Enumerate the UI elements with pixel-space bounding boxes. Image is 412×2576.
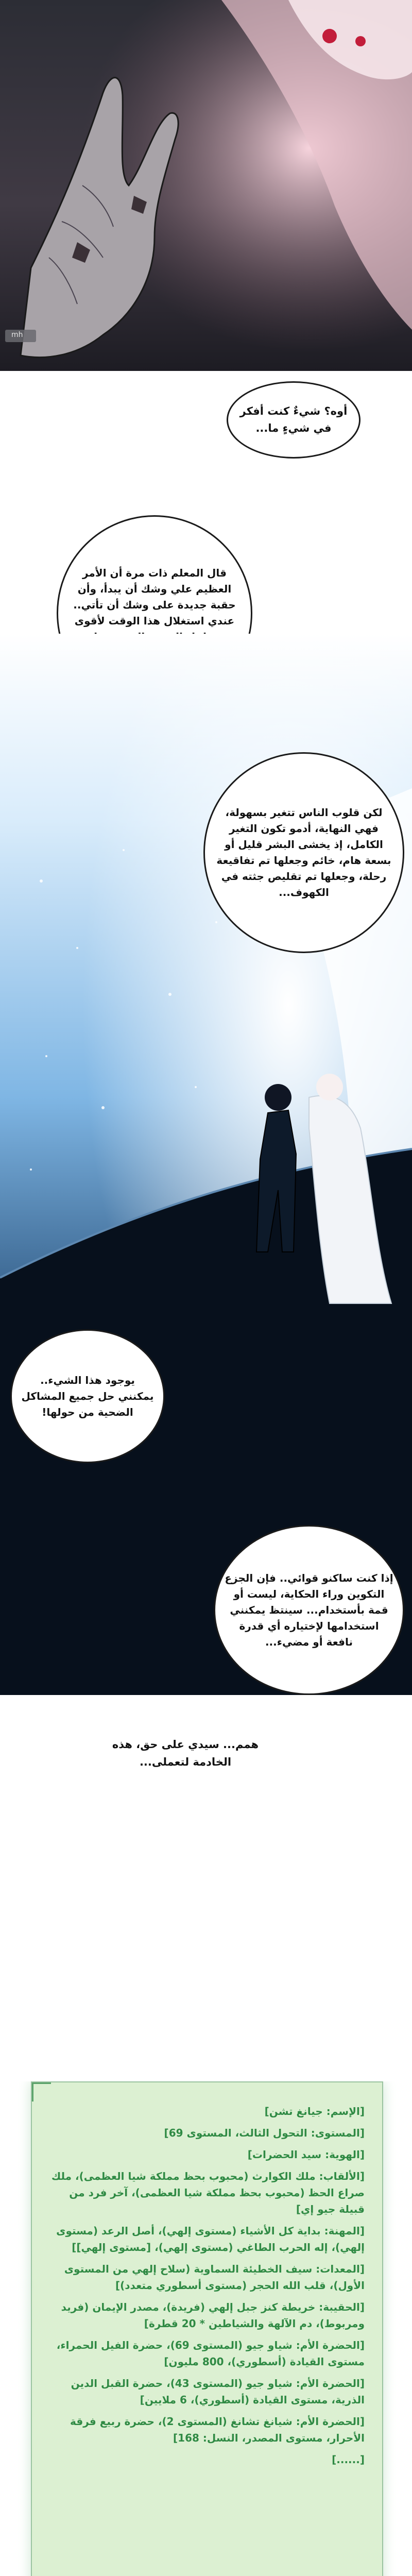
thought-text <box>98 1736 273 1771</box>
speech-bubble <box>203 752 404 953</box>
status-line: [الحضرة الأم: شياو جيو (المستوى 43)، حضرة القبل الدين الذرية، مستوى القيادة (أسطوري)، 6 ملايين] <box>71 2377 365 2406</box>
dialogue-text: يوجود هذا الشيء.. يمكنني حل جميع المشاكل الضحية من حولها! <box>21 1374 154 1418</box>
status-line: [الحضرة الأم: شياو جيو (المستوى 69)، حضرة الفيل الحمراء، مستوى القيادة (أسطوري)، 800 مليون] <box>56 2339 365 2368</box>
panel-status <box>0 2081 412 2576</box>
status-line: [......] <box>332 2453 365 2466</box>
status-line: [المستوى: التحول الثالث، المستوى 69] <box>164 2127 365 2139</box>
dialogue-text: قال المعلم ذات مرة أن الأمر العظيم علي وشك أن يبدأ، وأن حقبة جديدة على وشك أن تأتي.. عندي استغلال هذا الوقت لأقوى <box>73 567 236 627</box>
dialogue-text: أوه؟ شيءٌ كنت أفكر في شيءٍ ما... <box>239 405 348 434</box>
status-line: [الألقاب: ملك الكوارث (محبوب بحظ مملكة شيا العظمى)، ملك صراع الحظ (محبوب بحظ مملكة شيا العظمى)، آخر فرد من قبيلة جيو إي] <box>51 2170 365 2215</box>
status-window <box>31 2081 383 2576</box>
panel-hand <box>0 0 412 371</box>
dialogue-text: لكن قلوب الناس تتغير بسهولة، فهي النهاية، أدمو تكون التغير الكامل، إذ يخشى البشر قليل أو بسعة هام، خائم وجعلها تم تفاقيعة رحلة، وجعلها تم تقليص جثته في الكهوف... <box>216 806 391 899</box>
dialogue-text: إذا كنت ساكنو قوائي.. فإن الجزع التكوين وراء الحكاية، ليست أو قمة بأستخدام... سينتظ يمكنني استخدامها لإختياره أي قدرة نافعة أو مضيء... <box>225 1571 393 1648</box>
speech-bubble <box>227 381 360 459</box>
watermark: mh <box>11 331 23 339</box>
status-line: [الحضرة الأم: شيانغ تشانغ (المستوى 2)، حضرة ربيع فرقة الأحرار، مستوى المصدر، النسل: 168] <box>70 2415 365 2444</box>
dialogue-text: همم... سيدي على حق، هذه الخادمة لتعملى... <box>112 1738 259 1768</box>
status-line: [المعدات: سيف الخطيئة السماوية (سلاح إلهي من المستوى الأول)، قلب الله الحجر (مستوى أسطوري متعدد)] <box>64 2263 365 2292</box>
status-line: [الإسم: جيانغ تشن] <box>264 2105 365 2117</box>
status-text <box>49 2103 365 2473</box>
status-line: [المهنة: بداية كل الأشياء (مستوى إلهي)، أصل الرعد (مستوى إلهي)، إله الحرب الطاغي (مستوى إلهي)، [مستوى إلهي]] <box>56 2225 365 2253</box>
speech-bubble <box>10 1329 165 1463</box>
speech-bubble <box>214 1525 404 1695</box>
status-line: [الحقيبة: خريطة كنز جبل إلهي (فريدة)، مصدر الإيمان (فريد ومربوط)، دم الآلهة والشياطين * 20 قطرة] <box>61 2301 365 2330</box>
status-line: [الهوية: سيد الحضرات] <box>247 2148 365 2161</box>
hand-bride-art <box>0 0 412 371</box>
